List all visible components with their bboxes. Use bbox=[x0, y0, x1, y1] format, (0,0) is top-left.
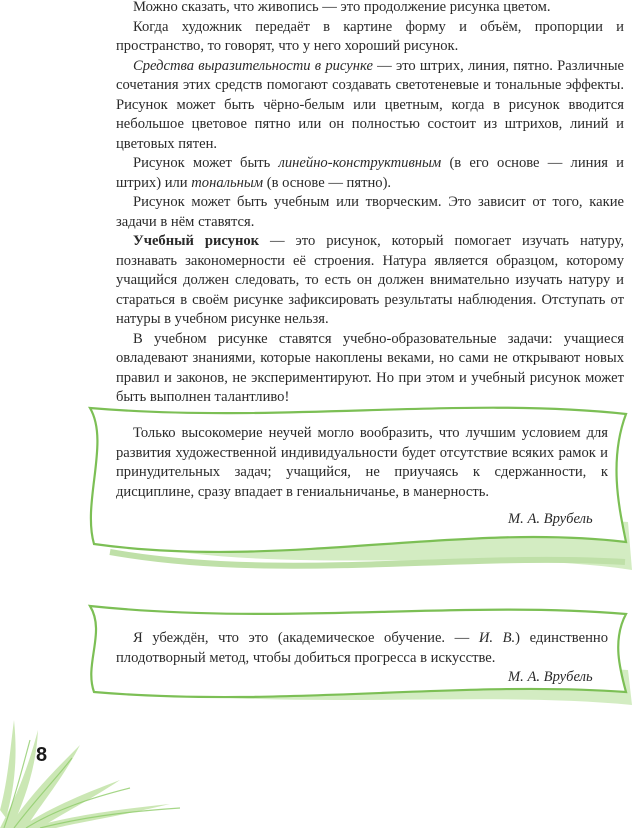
paragraph-6-text: — это рисунок, который помогает изучать натуру, познавать закономерности её строения. Натура является образцом, которому учащийся должен следовать, то есть он должен внимательно изучать натуру и стараться в своём рисунке зафиксировать результаты наблюдения. Отступать от натуры в учебном рисунке нельзя. bbox=[116, 233, 624, 327]
paragraph-2: Когда художник передаёт в картине форму и объём, пропорции и пространство, то говорят, что у него хороший рисунок. bbox=[116, 18, 624, 54]
grass-decoration bbox=[0, 700, 200, 828]
page-number: 8 bbox=[36, 744, 48, 766]
quote-1-author: М. А. Врубель bbox=[508, 511, 593, 527]
quote-2-author: М. А. Врубель bbox=[508, 669, 593, 685]
quote-box-2 bbox=[80, 600, 635, 710]
paragraph-5: Рисунок может быть учебным или творческим. Это зависит от того, какие задачи в нём ставятся. bbox=[116, 194, 624, 230]
term-means-of-expression: Средства выразительности в рисунке bbox=[133, 57, 373, 74]
term-tonal: тональным bbox=[191, 174, 264, 191]
quote-2-paragraph bbox=[116, 629, 608, 668]
paragraph-4-text-a: Рисунок может быть bbox=[133, 155, 279, 171]
quote-1-text bbox=[116, 424, 608, 502]
paragraph-3 bbox=[116, 57, 624, 155]
paragraph-3-text: — это штрих, линия, пятно. Различные сочетания этих средств помогают создавать светотеневые и тональные эффекты. Рисунок может быть чёрно-белым или цветным, когда в рисунок вводится небольшое цветовое пятно или он полностью состоит из штрихов, линий и цветовых пятен. bbox=[116, 57, 624, 152]
paragraph-4-text-c: (в основе — пятно). bbox=[263, 174, 392, 191]
quote-box-1 bbox=[80, 402, 635, 577]
main-text bbox=[116, 0, 624, 408]
paragraph-6 bbox=[116, 232, 624, 330]
term-linear: линейно-конструктивным bbox=[278, 155, 442, 171]
quote-2-text bbox=[116, 629, 608, 668]
quote-2-text-b: ) единственно плодотворный метод, чтобы добиться прогресса в искусстве. bbox=[116, 630, 608, 666]
paragraph-1: Можно сказать, что живопись — это продолжение рисунка цветом. bbox=[133, 0, 551, 15]
paragraph-4 bbox=[116, 154, 624, 193]
paragraph-4-text-b: (в его основе — линия и штрих) или bbox=[116, 155, 624, 191]
term-study-drawing: Учебный рисунок bbox=[133, 233, 260, 249]
paragraph-7: В учебном рисунке ставятся учебно-образовательные задачи: учащиеся овладевают знаниями, которые накоплены веками, но сами не открывают новых правил и законов, не экспериментируют. Но при этом и учебный рисунок может быть выполнен талантливо! bbox=[116, 330, 624, 405]
quote-1-paragraph: Только высокомерие неучей могло вообразить, что лучшим условием для развития художественной индивидуальности будет отсутствие всяких рамок и принудительных задач; учащийся, не приучаясь к сдержанности, к дисциплине, сразу впадает в гениальничанье, в манерность. bbox=[116, 425, 608, 500]
quote-2-initials: И. В. bbox=[478, 630, 516, 646]
quote-2-text-a: Я убеждён, что это (академическое обучение. — bbox=[133, 630, 479, 646]
